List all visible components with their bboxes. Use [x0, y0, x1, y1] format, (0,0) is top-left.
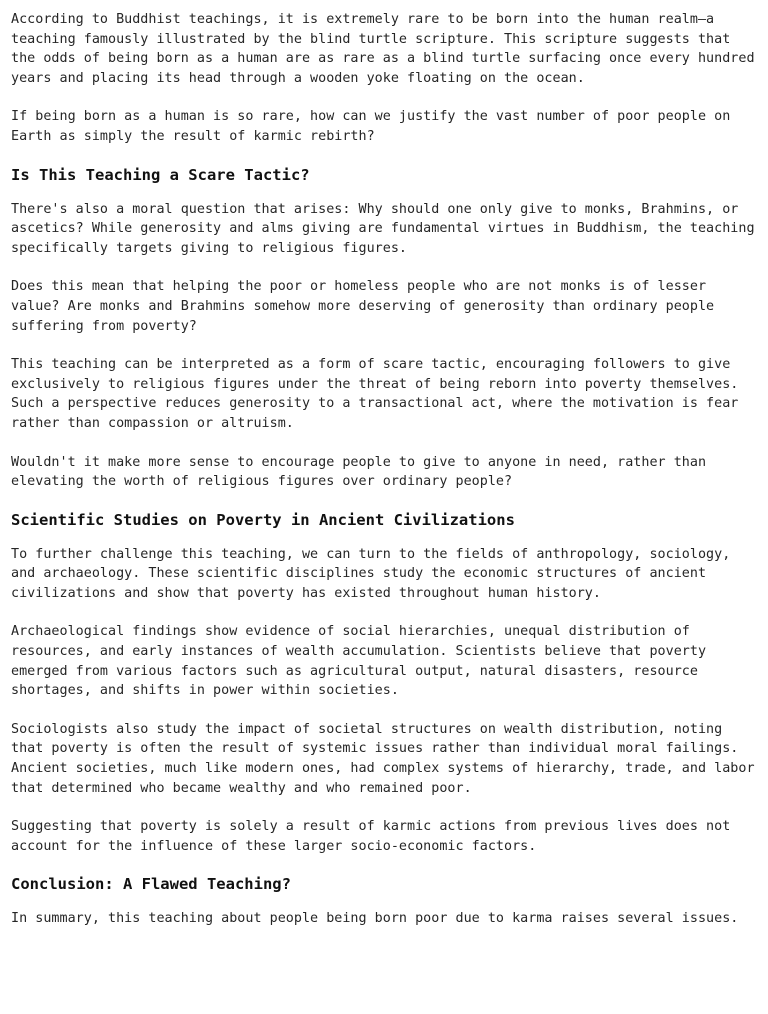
scientific-paragraph-2: Archaeological findings show evidence of social hierarchies, unequal distribution of resources, and early instances of wealth accumulation. Scientists believe that poverty emerged from various factors such as agricultural output, natural disasters, resource shortages, and shifts in power within societies.	[11, 624, 707, 699]
scare-tactic-paragraph-2: Does this mean that helping the poor or homeless people who are not monks is of lesser value? Are monks and Brahmins somehow more deserving of generosity than ordinary people suffering from poverty?	[11, 279, 715, 334]
intro-paragraph-2: If being born as a human is so rare, how can we justify the vast number of poor people on Earth as simply the result of karmic rebirth?	[11, 109, 731, 144]
conclusion-paragraph-1: In summary, this teaching about people being born poor due to karma raises several issues.	[11, 911, 739, 927]
section-heading-scientific-studies: Scientific Studies on Poverty in Ancient Civilizations	[11, 510, 515, 529]
scientific-paragraph-4: Suggesting that poverty is solely a result of karmic actions from previous lives does not account for the influence of these larger socio-economic factors.	[11, 819, 731, 854]
scientific-paragraph-3: Sociologists also study the impact of societal structures on wealth distribution, noting that poverty is often the result of systemic issues rather than individual moral failings. Ancient societies, much like modern ones, had complex systems of hierarchy, trade, and labor that determined who became wealthy and who remained poor.	[11, 721, 755, 796]
scare-tactic-paragraph-4: Wouldn't it make more sense to encourage people to give to anyone in need, rather than elevating the worth of religious figures over ordinary people?	[11, 454, 707, 490]
scare-tactic-paragraph-3: This teaching can be interpreted as a form of scare tactic, encouraging followers to give exclusively to religious figures under the threat of being reborn into poverty themselves. Such a perspective reduces generosity to a transactional act, where the motivation is fear rather than compassion or altruism.	[11, 357, 739, 431]
section-heading-conclusion: Conclusion: A Flawed Teaching?	[11, 875, 291, 894]
intro-paragraph-1: According to Buddhist teachings, it is extremely rare to be born into the human realm—a teaching famously illustrated by the blind turtle scripture. This scripture suggests that the odds of being born as a human are as rare as a blind turtle surfacing once every hundred years and placing its head through a wooden yoke floating on the ocean.	[11, 12, 755, 86]
section-heading-scare-tactic: Is This Teaching a Scare Tactic?	[11, 165, 310, 184]
scare-tactic-paragraph-1: There's also a moral question that arises: Why should one only give to monks, Brahmins, or ascetics? While generosity and alms giving are fundamental virtues in Buddhism, the teaching specifically targets giving to religious figures.	[11, 201, 755, 256]
scientific-paragraph-1: To further challenge this teaching, we can turn to the fields of anthropology, sociology, and archaeology. These scientific disciplines study the economic structures of ancient civilizations and show that poverty has existed throughout human history.	[11, 546, 731, 601]
